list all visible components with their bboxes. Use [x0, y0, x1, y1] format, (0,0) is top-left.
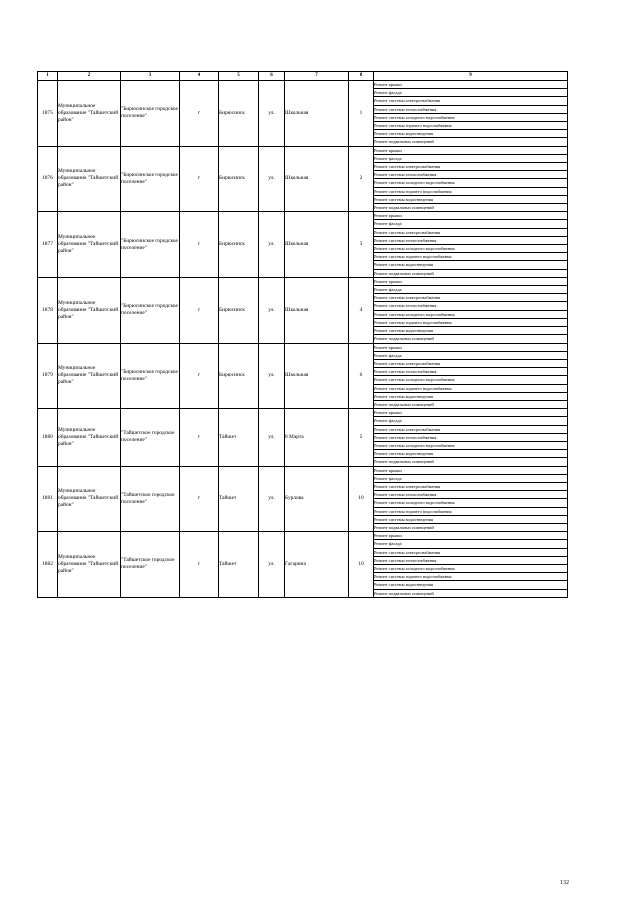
- record-id-cell: 1882: [38, 532, 58, 598]
- repair-work-cell: Ремонт крыши: [374, 81, 568, 89]
- street-type-cell: ул.: [259, 277, 285, 343]
- repair-work-cell: Ремонт фасада: [374, 220, 568, 228]
- municipality-cell: Муниципальное образование "Тайшетский район": [58, 81, 121, 147]
- column-number-header-row: [38, 72, 568, 81]
- locality-type-cell: г: [180, 81, 219, 147]
- repair-work-cell: Ремонт системы холодного водоснабжения: [374, 310, 568, 318]
- repair-work-cell: Ремонт системы теплоснабжения: [374, 236, 568, 244]
- city-cell: Бирюсинск: [219, 277, 259, 343]
- street-type-cell: ул.: [259, 212, 285, 278]
- page-number: 132: [560, 880, 569, 886]
- house-number-cell: 4: [349, 277, 374, 343]
- repair-work-cell: Ремонт крыши: [374, 466, 568, 474]
- record-id-cell: 1877: [38, 212, 58, 278]
- repair-work-cell: Ремонт системы холодного водоснабжения: [374, 376, 568, 384]
- street-cell: Гагарина: [285, 532, 349, 598]
- city-cell: Тайшет: [219, 466, 259, 532]
- house-number-cell: 2: [349, 146, 374, 212]
- repair-work-cell: Ремонт системы теплоснабжения: [374, 368, 568, 376]
- street-type-cell: ул.: [259, 343, 285, 409]
- municipality-cell: Муниципальное образование "Тайшетский район": [58, 466, 121, 532]
- repair-work-cell: Ремонт системы водоотведения: [374, 581, 568, 589]
- repair-work-cell: Ремонт системы электроснабжения: [374, 548, 568, 556]
- repair-work-cell: Ремонт системы холодного водоснабжения: [374, 179, 568, 187]
- repair-work-cell: Ремонт системы водоотведения: [374, 392, 568, 400]
- repair-work-cell: Ремонт системы холодного водоснабжения: [374, 499, 568, 507]
- repair-work-cell: Ремонт системы электроснабжения: [374, 294, 568, 302]
- street-cell: Школьная: [285, 343, 349, 409]
- street-cell: 8 Марта: [285, 409, 349, 466]
- repair-work-cell: Ремонт системы холодного водоснабжения: [374, 245, 568, 253]
- table-row: [38, 466, 568, 474]
- street-type-cell: ул.: [259, 409, 285, 466]
- repair-work-cell: Ремонт системы горячего водоснабжения: [374, 318, 568, 326]
- repair-work-cell: Ремонт подвальных помещений: [374, 589, 568, 597]
- repair-work-cell: Ремонт системы горячего водоснабжения: [374, 122, 568, 130]
- repair-work-cell: Ремонт крыши: [374, 277, 568, 285]
- repair-work-cell: Ремонт системы горячего водоснабжения: [374, 507, 568, 515]
- repair-work-cell: Ремонт системы холодного водоснабжения: [374, 113, 568, 121]
- house-number-cell: 3: [349, 212, 374, 278]
- repair-work-cell: Ремонт системы водоотведения: [374, 195, 568, 203]
- repair-work-cell: Ремонт системы электроснабжения: [374, 163, 568, 171]
- record-id-cell: 1876: [38, 146, 58, 212]
- repair-work-cell: Ремонт системы горячего водоснабжения: [374, 573, 568, 581]
- repair-work-cell: Ремонт системы горячего водоснабжения: [374, 384, 568, 392]
- repair-work-cell: Ремонт системы теплоснабжения: [374, 433, 568, 441]
- repair-work-cell: Ремонт подвальных помещений: [374, 138, 568, 146]
- repair-work-cell: Ремонт подвальных помещений: [374, 335, 568, 343]
- municipality-cell: Муниципальное образование "Тайшетский район": [58, 146, 121, 212]
- repair-work-cell: Ремонт фасада: [374, 474, 568, 482]
- city-cell: Бирюсинск: [219, 212, 259, 278]
- record-id-cell: 1879: [38, 343, 58, 409]
- city-cell: Бирюсинск: [219, 81, 259, 147]
- repair-work-cell: Ремонт системы электроснабжения: [374, 97, 568, 105]
- repair-work-cell: Ремонт системы горячего водоснабжения: [374, 187, 568, 195]
- street-cell: Бурлова: [285, 466, 349, 532]
- street-cell: Школьная: [285, 277, 349, 343]
- repair-work-cell: Ремонт системы горячего водоснабжения: [374, 253, 568, 261]
- locality-type-cell: г: [180, 409, 219, 466]
- settlement-cell: "Бирюсинское городское поселение": [121, 146, 180, 212]
- repair-work-cell: Ремонт фасада: [374, 89, 568, 97]
- repair-work-cell: Ремонт крыши: [374, 532, 568, 540]
- municipality-cell: Муниципальное образование "Тайшетский район": [58, 409, 121, 466]
- table-row: [38, 146, 568, 154]
- record-id-cell: 1881: [38, 466, 58, 532]
- repair-work-cell: Ремонт системы водоотведения: [374, 130, 568, 138]
- repair-work-cell: Ремонт системы водоотведения: [374, 261, 568, 269]
- house-number-cell: 1: [349, 81, 374, 147]
- locality-type-cell: г: [180, 146, 219, 212]
- municipality-cell: Муниципальное образование "Тайшетский район": [58, 277, 121, 343]
- repair-work-cell: Ремонт крыши: [374, 212, 568, 220]
- street-type-cell: ул.: [259, 146, 285, 212]
- city-cell: Бирюсинск: [219, 343, 259, 409]
- house-number-cell: 10: [349, 466, 374, 532]
- street-cell: Школьная: [285, 212, 349, 278]
- repair-work-cell: Ремонт фасада: [374, 417, 568, 425]
- table-row: [38, 409, 568, 417]
- locality-type-cell: г: [180, 343, 219, 409]
- repair-work-cell: Ремонт фасада: [374, 351, 568, 359]
- repair-work-cell: Ремонт системы холодного водоснабжения: [374, 441, 568, 449]
- locality-type-cell: г: [180, 532, 219, 598]
- repair-work-cell: Ремонт крыши: [374, 343, 568, 351]
- repair-work-cell: Ремонт системы водоотведения: [374, 450, 568, 458]
- repair-work-cell: Ремонт системы электроснабжения: [374, 482, 568, 490]
- settlement-cell: "Тайшетское городское поселение": [121, 466, 180, 532]
- settlement-cell: "Бирюсинское городское поселение": [121, 212, 180, 278]
- repair-work-cell: Ремонт крыши: [374, 409, 568, 417]
- house-number-cell: 5: [349, 409, 374, 466]
- repair-work-cell: Ремонт системы электроснабжения: [374, 228, 568, 236]
- locality-type-cell: г: [180, 277, 219, 343]
- repair-work-cell: Ремонт системы теплоснабжения: [374, 105, 568, 113]
- repair-work-cell: Ремонт системы водоотведения: [374, 327, 568, 335]
- repair-work-cell: Ремонт подвальных помещений: [374, 204, 568, 212]
- table-row: [38, 212, 568, 220]
- repair-work-cell: Ремонт системы электроснабжения: [374, 359, 568, 367]
- column-header: 8: [349, 72, 374, 81]
- repair-work-cell: Ремонт системы водоотведения: [374, 515, 568, 523]
- house-number-cell: 6: [349, 343, 374, 409]
- repair-work-cell: Ремонт крыши: [374, 146, 568, 154]
- city-cell: Тайшет: [219, 409, 259, 466]
- street-type-cell: ул.: [259, 466, 285, 532]
- table-row: [38, 532, 568, 540]
- column-header: 2: [58, 72, 121, 81]
- column-header: 5: [219, 72, 259, 81]
- record-id-cell: 1878: [38, 277, 58, 343]
- municipality-cell: Муниципальное образование "Тайшетский район": [58, 532, 121, 598]
- record-id-cell: 1875: [38, 81, 58, 147]
- column-header: 3: [121, 72, 180, 81]
- house-number-cell: 10: [349, 532, 374, 598]
- locality-type-cell: г: [180, 212, 219, 278]
- table-row: [38, 81, 568, 89]
- locality-type-cell: г: [180, 466, 219, 532]
- settlement-cell: "Тайшетское городское поселение": [121, 532, 180, 598]
- column-header: 7: [285, 72, 349, 81]
- repair-work-cell: Ремонт системы холодного водоснабжения: [374, 564, 568, 572]
- settlement-cell: "Тайшетское городское поселение": [121, 409, 180, 466]
- repair-program-table: [37, 71, 568, 598]
- table-row: [38, 343, 568, 351]
- city-cell: Бирюсинск: [219, 146, 259, 212]
- column-header: 4: [180, 72, 219, 81]
- settlement-cell: "Бирюсинское городское поселение": [121, 81, 180, 147]
- repair-work-cell: Ремонт подвальных помещений: [374, 458, 568, 466]
- record-id-cell: 1880: [38, 409, 58, 466]
- repair-work-cell: Ремонт системы теплоснабжения: [374, 491, 568, 499]
- street-cell: Школьная: [285, 146, 349, 212]
- repair-work-cell: Ремонт системы теплоснабжения: [374, 556, 568, 564]
- repair-work-cell: Ремонт подвальных помещений: [374, 400, 568, 408]
- repair-work-cell: Ремонт фасада: [374, 154, 568, 162]
- table-body: [38, 81, 568, 598]
- column-header: 1: [38, 72, 58, 81]
- repair-work-cell: Ремонт системы теплоснабжения: [374, 302, 568, 310]
- repair-work-cell: Ремонт фасада: [374, 540, 568, 548]
- street-cell: Школьная: [285, 81, 349, 147]
- column-header: 9: [374, 72, 568, 81]
- repair-work-cell: Ремонт системы теплоснабжения: [374, 171, 568, 179]
- repair-work-cell: Ремонт системы электроснабжения: [374, 425, 568, 433]
- street-type-cell: ул.: [259, 532, 285, 598]
- table-row: [38, 277, 568, 285]
- repair-work-cell: Ремонт подвальных помещений: [374, 269, 568, 277]
- repair-work-cell: Ремонт фасада: [374, 286, 568, 294]
- column-header: 6: [259, 72, 285, 81]
- repair-work-cell: Ремонт подвальных помещений: [374, 523, 568, 531]
- municipality-cell: Муниципальное образование "Тайшетский район": [58, 212, 121, 278]
- settlement-cell: "Бирюсинское городское поселение": [121, 343, 180, 409]
- settlement-cell: "Бирюсинское городское поселение": [121, 277, 180, 343]
- city-cell: Тайшет: [219, 532, 259, 598]
- street-type-cell: ул.: [259, 81, 285, 147]
- municipality-cell: Муниципальное образование "Тайшетский район": [58, 343, 121, 409]
